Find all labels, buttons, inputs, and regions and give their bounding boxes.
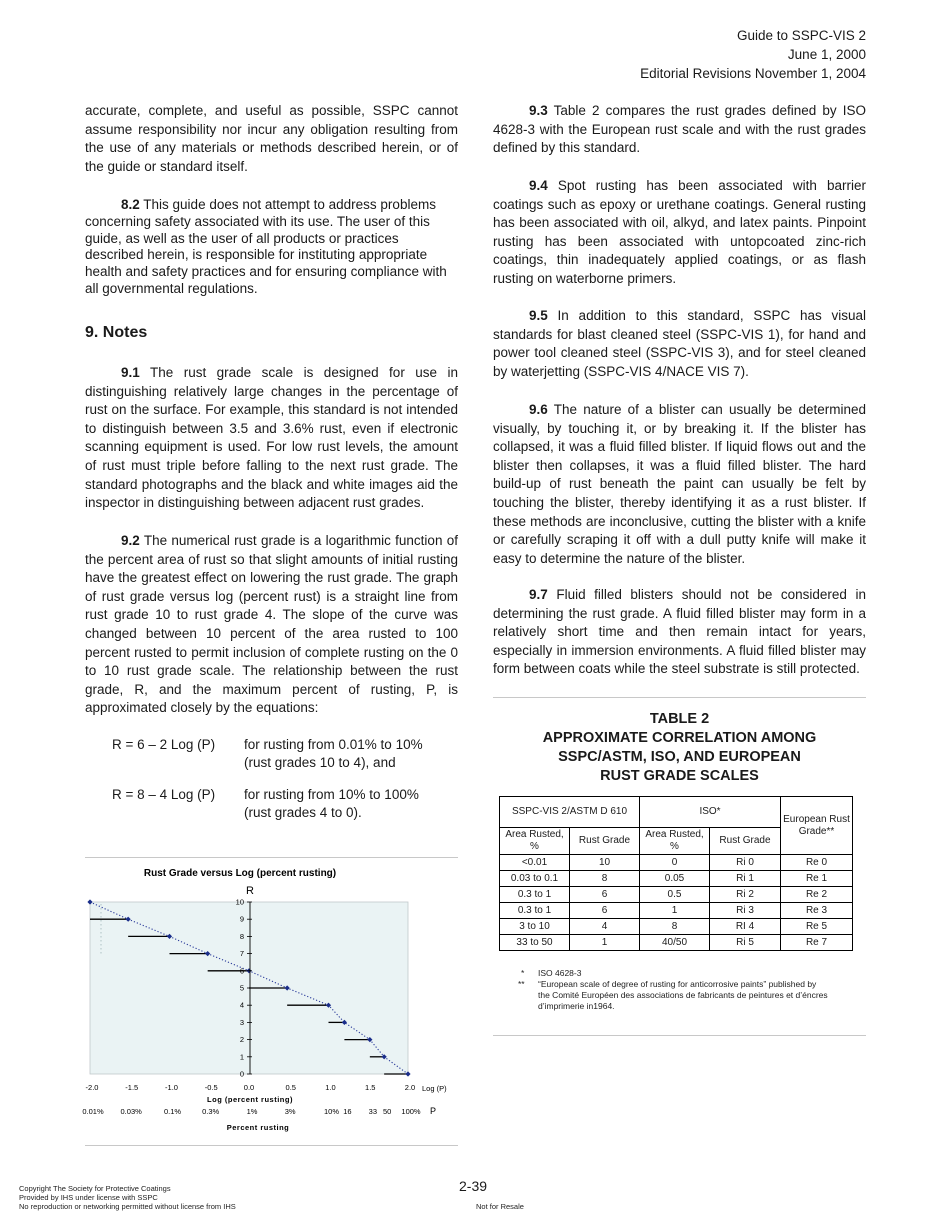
- cell-sspc-grade: 6: [570, 887, 640, 903]
- table-caption-line-3: RUST GRADE SCALES: [600, 768, 759, 784]
- table-row: [500, 871, 853, 887]
- table-group-header-row: [500, 797, 853, 828]
- left-column-intro: [85, 102, 458, 176]
- paragraph-text: Table 2 compares the rust grades defined by ISO 4628-3 with the European rust scale and with the rust grades defined by this standard.: [493, 103, 866, 156]
- chart-y-tick-label: 7: [239, 949, 244, 959]
- paragraph-text: In addition to this standard, SSPC has visual standards for blast cleaned steel (SSPC-VIS 1), for hand and power tool cleaned steel (SSPC-VIS 3), and for steel cleaned by waterjetting (SSPC-VIS 4/NACE VIS 7).: [493, 308, 866, 379]
- chart-x-axis-suffix: Log (P): [422, 1084, 447, 1093]
- paragraph-9-4: [493, 177, 866, 289]
- paragraph-number: 9.6: [529, 402, 548, 417]
- cell-sspc-area: 3 to 10: [500, 919, 570, 935]
- chart-x2-tick-label: 0.3%: [202, 1107, 220, 1116]
- cell-european-grade: Re 5: [781, 919, 853, 935]
- chart-x2-tick-label: 33: [368, 1107, 378, 1116]
- sub-header-rust-grade: Rust Grade: [570, 828, 640, 855]
- paragraph-text: The rust grade scale is designed for use in distinguishing relatively large changes in the percentage of rust on the surface. For example, this standard is not intended to distinguish between 3.5 and 3.6% rust, even if electronic scanning equipment is used. For low rust levels, the amount of rust must triple before falling to the next rust grade. The standard photographs and the black and white images aid the inspector in distinguishing between adjacent rust grades.: [85, 365, 458, 511]
- chart-y-tick-label: 4: [239, 1000, 244, 1010]
- chart-x2-tick-label: 10%: [323, 1107, 340, 1116]
- chart-x2-tick-label: 50: [382, 1107, 392, 1116]
- equation-2-description: [244, 786, 419, 822]
- chart-y-tick-label: 8: [239, 931, 244, 941]
- paragraph-9-7: [493, 586, 866, 679]
- chart-x-tick-label: -1.0: [165, 1083, 178, 1092]
- cell-iso-grade: Ri 5: [710, 935, 781, 951]
- paragraph-9-1: [85, 364, 458, 513]
- table-row: [500, 935, 853, 951]
- cell-iso-area: 0: [640, 855, 710, 871]
- paragraph-number: 8.2: [121, 197, 140, 212]
- table-note-2-line-3: d’imprimerie in1964.: [538, 1001, 615, 1011]
- chart-x-tick-label: 0.5: [285, 1083, 296, 1092]
- cell-sspc-area: 33 to 50: [500, 935, 570, 951]
- table-note-1-mark: *: [521, 968, 525, 978]
- chart-top-rule: [85, 857, 458, 858]
- chart-title: Rust Grade versus Log (percent rusting): [143, 868, 337, 879]
- table-row: [500, 903, 853, 919]
- chart-y-tick-label: 10: [235, 897, 244, 907]
- equation-2: R = 8 – 4 Log (P): [112, 787, 216, 802]
- copyright-line-2: Provided by IHS under license with SSPC: [19, 1193, 158, 1202]
- paragraph-number: 9.5: [529, 308, 548, 323]
- paragraph-text: This guide does not attempt to address problems concerning safety associated with its use. The user of this guide, as well as the user of all products or practices described herein, is responsible for instituting appropriate health and safety practices and for ensuring compliance with all governmental regulations.: [85, 197, 447, 296]
- cell-iso-area: 8: [640, 919, 710, 935]
- paragraph-9-2: [85, 532, 458, 718]
- chart-x-tick-label: 1.0: [325, 1083, 336, 1092]
- paragraph-text: Spot rusting has been associated with barrier coatings such as epoxy or urethane coatings. General rusting has been associated with oil, alkyd, and latex paints. Pinpoint rusting has been associated with untopcoated zinc-rich coatings, thin inadequately applied coatings, or as flash rusting on waterborne primers.: [493, 178, 866, 286]
- cell-european-grade: Re 2: [781, 887, 853, 903]
- paragraph-text: The numerical rust grade is a logarithmic function of the percent area of rust so that slight amounts of initial rusting have the greatest effect on lowering the rust grade. The graph of rust grade versus log (percent rust) is a straight line from rust grade 10 to rust grade 4. The slope of the curve was changed between 10 percent of the area rusted to 100 percent rusted to permit inclusion of complete rusting on the 0 to 10 rust grade scale. The relationship between the rust grade, R, and the maximum percent of rusting, P, is approximated closely by the equations:: [85, 533, 458, 716]
- table-note-2: [538, 979, 828, 1012]
- group-header-iso: ISO*: [640, 797, 781, 828]
- rust-grade-chart: [80, 860, 460, 1145]
- section-9-2: [85, 532, 458, 718]
- chart-x2-tick-label: 16: [343, 1107, 352, 1116]
- chart-x2-axis-suffix: P: [430, 1106, 437, 1116]
- cell-european-grade: Re 7: [781, 935, 853, 951]
- cell-sspc-grade: 6: [570, 903, 640, 919]
- table-caption-line-2: SSPC/ASTM, ISO, AND EUROPEAN: [558, 749, 801, 765]
- cell-sspc-grade: 4: [570, 919, 640, 935]
- chart-y-tick-label: 3: [239, 1017, 244, 1027]
- chart-x-tick-label: -0.5: [204, 1083, 218, 1092]
- running-header: [640, 26, 866, 83]
- equation-1: R = 6 – 2 Log (P): [112, 737, 216, 752]
- sub-header-area-rusted: Area Rusted, %: [640, 828, 710, 855]
- cell-iso-grade: Ri 3: [710, 903, 781, 919]
- table-row: [500, 855, 853, 871]
- chart-x2-tick-label: 1%: [246, 1107, 258, 1116]
- table-row: [500, 887, 853, 903]
- chart-y-label: R: [246, 885, 254, 897]
- cell-iso-area: 40/50: [640, 935, 710, 951]
- intro-paragraph: accurate, complete, and useful as possible, SSPC cannot assume responsibility nor incur any obligation resulting from the use of any materials or methods described herein, or of the guide or standard itself.: [85, 103, 458, 174]
- cell-european-grade: Re 1: [781, 871, 853, 887]
- rust-grade-correlation-table: [499, 796, 853, 951]
- sub-header-area-rusted: Area Rusted, %: [500, 828, 570, 855]
- page-number: 2-39: [459, 1178, 488, 1194]
- section-9-6: [493, 401, 866, 568]
- paragraph-number: 9.7: [529, 587, 548, 602]
- table-top-rule: [493, 697, 866, 698]
- table-number: TABLE 2: [649, 711, 710, 727]
- header-doc-title: Guide to SSPC-VIS 2: [736, 28, 866, 43]
- chart-y-tick-label: 1: [239, 1052, 244, 1062]
- chart-x-tick-label: 0.0: [243, 1083, 255, 1092]
- table-note-2-mark: **: [518, 979, 525, 989]
- chart-x-tick-label: -1.5: [125, 1083, 139, 1092]
- chart-x-tick-label: 1.5: [365, 1083, 376, 1092]
- paragraph-8-2: [85, 197, 458, 298]
- cell-iso-area: 0.5: [640, 887, 710, 903]
- paragraph-number: 9.3: [529, 103, 548, 118]
- chart-bottom-rule: [85, 1145, 458, 1146]
- cell-sspc-grade: 1: [570, 935, 640, 951]
- equation-2-range: for rusting from 10% to 100%: [244, 787, 419, 802]
- header-date: June 1, 2000: [787, 47, 866, 62]
- section-9-1: [85, 364, 458, 513]
- section-9-3: [493, 102, 866, 158]
- paragraph-9-6: [493, 401, 866, 568]
- chart-x-tick-label: 2.0: [404, 1083, 416, 1092]
- cell-iso-area: 1: [640, 903, 710, 919]
- table-note-1: ISO 4628-3: [538, 968, 582, 978]
- cell-iso-grade: Ri 1: [710, 871, 781, 887]
- group-header-sspc: SSPC-VIS 2/ASTM D 610: [500, 797, 640, 828]
- chart-y-tick-label: 5: [239, 983, 244, 993]
- table-note-2-line-1: “European scale of degree of rusting for anticorrosive paints” published by: [538, 979, 817, 989]
- cell-sspc-grade: 8: [570, 871, 640, 887]
- chart-x2-tick-label: 3%: [284, 1107, 296, 1116]
- cell-sspc-area: 0.3 to 1: [500, 903, 570, 919]
- paragraph-9-5: [493, 307, 866, 381]
- table-title: [493, 710, 866, 786]
- equation-2-grades: (rust grades 4 to 0).: [244, 805, 362, 820]
- cell-european-grade: Re 3: [781, 903, 853, 919]
- chart-y-tick-label: 2: [239, 1035, 244, 1045]
- cell-sspc-area: 0.3 to 1: [500, 887, 570, 903]
- cell-sspc-area: <0.01: [500, 855, 570, 871]
- cell-sspc-grade: 10: [570, 855, 640, 871]
- chart-y-tick-label: 0: [239, 1069, 244, 1079]
- cell-european-grade: Re 0: [781, 855, 853, 871]
- section-8-2: [85, 197, 458, 298]
- paragraph-number: 9.2: [121, 533, 140, 548]
- cell-iso-grade: RI 4: [710, 919, 781, 935]
- paragraph-text: Fluid filled blisters should not be considered in determining the rust grade. A fluid filled blister may form in a relatively short time and then remain intact for years, especially in immersion environments. A fluid filled blister may form between coats while the steel substrate is still protected.: [493, 587, 866, 677]
- cell-iso-area: 0.05: [640, 871, 710, 887]
- chart-x2-tick-label: 0.01%: [82, 1107, 104, 1116]
- table-bottom-rule: [493, 1035, 866, 1036]
- section-9-5: [493, 307, 866, 381]
- paragraph-text: The nature of a blister can usually be determined visually, by touching it, or by breaking it. If the blister has collapsed, it was a fluid filled blister. If liquid flows out and the blister then collapses, it was a fluid filled blister. The hard build-up of rust beneath the paint can usually be felt by touching the blister, thereby identifying it as a rust blister. If these methods are inconclusive, cutting the blister with a knife or carefully scraping it off with a dull putty knife will make it easy to determine the nature of the blister.: [493, 402, 866, 566]
- paragraph-9-3: [493, 102, 866, 158]
- paragraph-number: 9.1: [121, 365, 140, 380]
- header-revision: Editorial Revisions November 1, 2004: [640, 66, 866, 81]
- section-9-7: [493, 586, 866, 679]
- chart-x2-tick-label: 100%: [401, 1107, 421, 1116]
- copyright-line-1: Copyright The Society for Protective Coatings: [19, 1184, 171, 1193]
- chart-x-label: Log (percent rusting): [207, 1095, 293, 1104]
- cell-iso-grade: Ri 0: [710, 855, 781, 871]
- table-note-2-line-2: the Comité Européen des associations de fabricants de peintures et d’éncres: [538, 990, 828, 1000]
- chart-x2-tick-label: 0.1%: [163, 1107, 182, 1116]
- resale-notice: Not for Resale: [476, 1202, 524, 1211]
- table-caption-line-1: APPROXIMATE CORRELATION AMONG: [542, 730, 817, 746]
- copyright-line-3: No reproduction or networking permitted without license from IHS: [19, 1202, 236, 1211]
- chart-x2-tick-label: 0.03%: [120, 1107, 142, 1116]
- equation-1-description: [244, 736, 423, 772]
- table-row: [500, 919, 853, 935]
- cell-iso-grade: Ri 2: [710, 887, 781, 903]
- copyright-footer: [19, 1184, 236, 1211]
- equation-1-grades: (rust grades 10 to 4), and: [244, 755, 396, 770]
- chart-x-tick-label: -2.0: [85, 1083, 99, 1092]
- sub-header-rust-grade: Rust Grade: [710, 828, 781, 855]
- paragraph-number: 9.4: [529, 178, 548, 193]
- cell-sspc-area: 0.03 to 0.1: [500, 871, 570, 887]
- section-9-4: [493, 177, 866, 289]
- chart-y-tick-label: 6: [239, 966, 244, 976]
- chart-x2-label: Percent rusting: [226, 1123, 290, 1132]
- notes-heading: 9. Notes: [85, 324, 148, 341]
- chart-y-tick-label: 9: [239, 914, 244, 924]
- equation-1-range: for rusting from 0.01% to 10%: [244, 737, 423, 752]
- group-header-european: European Rust Grade**: [781, 797, 853, 855]
